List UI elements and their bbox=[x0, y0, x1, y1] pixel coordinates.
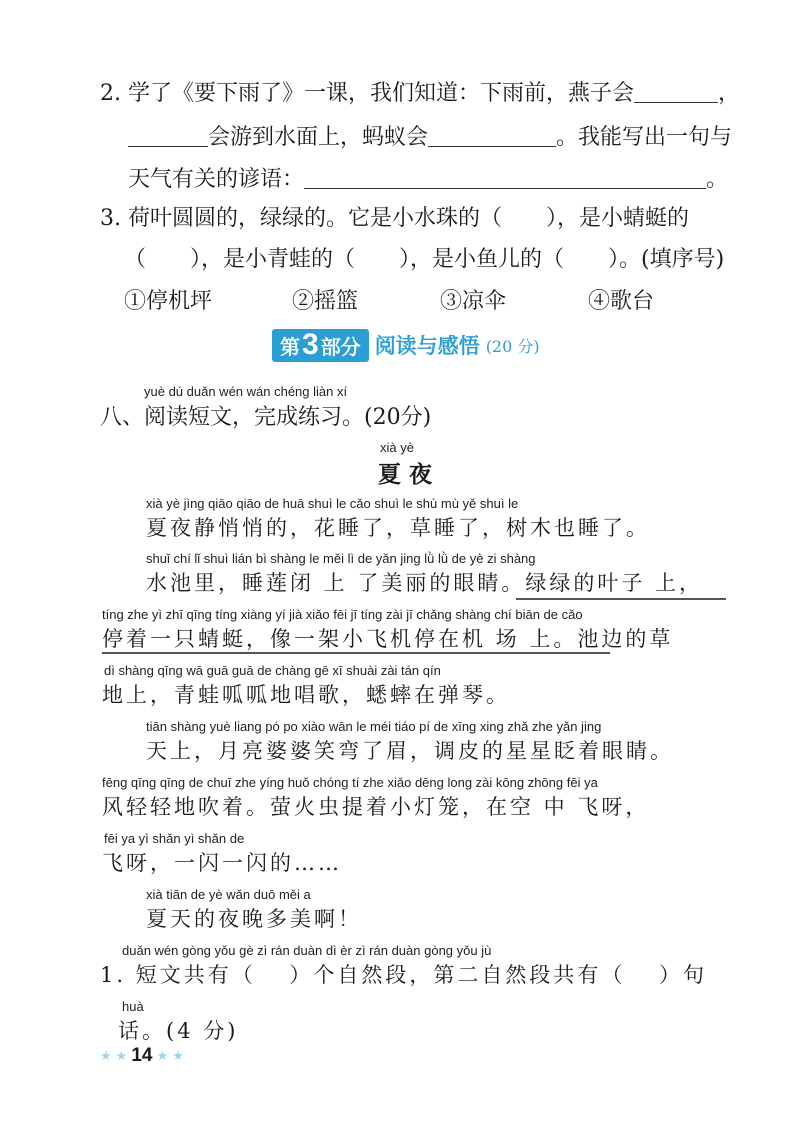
q3-line1: 3. 荷叶圆圆的，绿绿的。它是小水珠的（ ），是小蜻蜓的 bbox=[100, 206, 689, 231]
q2-line1-end: ， bbox=[718, 81, 741, 106]
q2-line1-text: 2. 学了《要下雨了》一课，我们知道：下雨前，燕子会 bbox=[100, 81, 634, 106]
q1-text: 1. 短文共有（ ）个自然段，第二自然段共有（ ）句 bbox=[100, 963, 708, 987]
underline-2 bbox=[102, 652, 610, 654]
passage-pinyin-2: shuǐ chí lǐ shuì lián bì shàng le měi lì de yǎn jing lǜ lǜ de yè zi shàng bbox=[146, 551, 536, 566]
banner-number: 3 bbox=[302, 328, 319, 361]
q2-blank-3[interactable] bbox=[428, 122, 556, 147]
passage-line-4: 地上，青蛙呱呱地唱歌，蟋蟀在弹琴。 bbox=[102, 683, 510, 707]
q3-option-4: ④歌台 bbox=[588, 289, 655, 314]
story-title: 夏 夜 bbox=[378, 461, 433, 488]
passage-pinyin-6: fēng qīng qīng de chuī zhe yíng huǒ chóng tí zhe xiǎo dēng long zài kōng zhōng fēi ya bbox=[102, 775, 598, 790]
star-icon: ★ bbox=[115, 1048, 128, 1064]
star-icon: ★ bbox=[100, 1048, 112, 1064]
banner-label bbox=[272, 329, 369, 362]
q1-pinyin-2: huà bbox=[122, 999, 144, 1014]
passage-pinyin-3: tíng zhe yì zhī qīng tíng xiàng yí jià xiǎo fēi jī tíng zài jī chǎng shàng chí biān de cǎo bbox=[102, 607, 583, 622]
banner-title: 阅读与感悟 bbox=[374, 335, 480, 358]
q2-line3 bbox=[128, 162, 728, 193]
q2-line3-end: 。 bbox=[706, 167, 729, 192]
q1-text-2: 话。(4 分) bbox=[118, 1019, 239, 1043]
q2-line2-end: 。我能写出一句与 bbox=[556, 125, 733, 150]
q2-blank-1[interactable] bbox=[634, 78, 718, 103]
passage-line-5: 天上，月亮婆婆笑弯了眉，调皮的星星眨着眼睛。 bbox=[146, 739, 674, 763]
q2-line2 bbox=[128, 120, 732, 151]
star-icon: ★ bbox=[156, 1048, 169, 1064]
q3-option-3: ③凉伞 bbox=[440, 289, 507, 314]
passage-line-1: 夏夜静悄悄的，花睡了，草睡了，树木也睡了。 bbox=[146, 516, 650, 540]
passage-pinyin-5: tiān shàng yuè liang pó po xiào wān le méi tiáo pí de xīng xing zhǎ zhe yǎn jing bbox=[146, 719, 602, 734]
q2-blank-4[interactable] bbox=[304, 164, 706, 189]
passage-pinyin-8: xià tiān de yè wǎn duō měi a bbox=[146, 887, 311, 902]
passage-line-2: 水池里，睡莲闭 上 了美丽的眼睛。绿绿的叶子 上， bbox=[146, 571, 704, 595]
star-icon: ★ bbox=[172, 1048, 184, 1064]
q1-pinyin: duǎn wén gòng yǒu gè zì rán duàn dì èr zì rán duàn gòng yǒu jù bbox=[122, 943, 492, 958]
q3-line2: （ ），是小青蛙的（ ），是小鱼儿的（ ）。(填序号) bbox=[124, 247, 725, 272]
section8-title: 八、阅读短文，完成练习。(20分) bbox=[100, 405, 432, 430]
q2-blank-2[interactable] bbox=[128, 122, 208, 147]
passage-pinyin-7: fēi ya yì shǎn yì shǎn de bbox=[104, 831, 245, 846]
passage-line-8: 夏天的夜晚多美啊！ bbox=[146, 907, 362, 931]
banner-prefix: 第 bbox=[280, 336, 300, 359]
q2-line2-mid: 会游到水面上，蚂蚁会 bbox=[208, 125, 429, 150]
q3-option-1: ①停机坪 bbox=[124, 289, 213, 314]
passage-line-6: 风轻轻地吹着。萤火虫提着小灯笼，在空 中 飞呀， bbox=[102, 795, 650, 819]
banner-suffix: 部分 bbox=[320, 336, 361, 359]
page-footer bbox=[100, 1045, 184, 1067]
story-title-pinyin: xià yè bbox=[380, 440, 414, 455]
page-number: 14 bbox=[131, 1045, 153, 1066]
section-banner bbox=[272, 330, 540, 360]
passage-line-7: 飞呀，一闪一闪的…… bbox=[102, 851, 342, 875]
underline-1 bbox=[516, 598, 726, 600]
q2-line3-start: 天气有关的谚语： bbox=[128, 167, 305, 192]
banner-score: (20 分) bbox=[485, 336, 540, 356]
q2-line1 bbox=[100, 76, 740, 107]
passage-pinyin-1: xià yè jìng qiāo qiāo de huā shuì le cǎo shuì le shù mù yě shuì le bbox=[146, 496, 519, 511]
passage-pinyin-4: dì shàng qīng wā guā guā de chàng gē xī shuài zài tán qín bbox=[104, 663, 441, 678]
section8-pinyin: yuè dú duǎn wén wán chéng liàn xí bbox=[144, 384, 348, 399]
q3-option-2: ②摇篮 bbox=[292, 289, 359, 314]
passage-line-3: 停着一只蜻蜓，像一架小飞机停在机 场 上。池边的草 bbox=[102, 627, 674, 651]
